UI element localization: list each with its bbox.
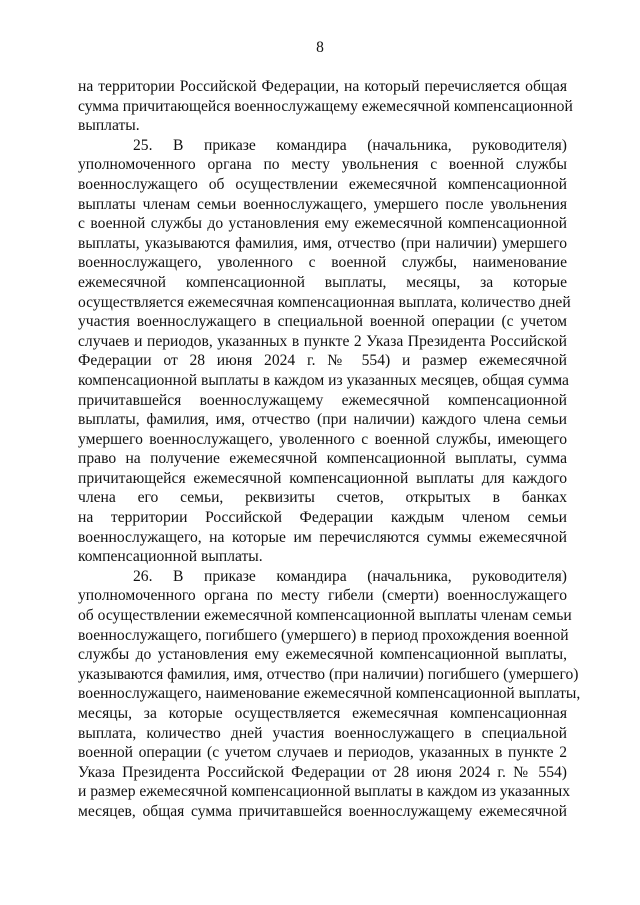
text-line: ежемесячной компенсационной выплаты, месяцы, за которые <box>78 273 567 291</box>
text-line: указываются фамилия, имя, отчество (при наличии) погибшего (умершего) <box>78 665 579 683</box>
text-line: на территории Российской Федерации каждым членом семьи <box>78 509 567 527</box>
document-body <box>78 77 581 822</box>
text-line: умершего военнослужащего, уволенного с военной службы, имеющего <box>78 430 567 448</box>
text-line: члена его семьи, реквизиты счетов, открытых в банках <box>78 489 567 507</box>
text-line: на территории Российской Федерации, на который перечисляется общая <box>78 78 567 95</box>
text-line: и размер ежемесячной компенсационной выплаты в каждом из указанных <box>78 783 570 801</box>
page-number: 8 <box>316 39 324 56</box>
text-line: компенсационной выплаты. <box>78 548 263 566</box>
text-line: Федерации от 28 июня 2024 г. № 554) и размер ежемесячной <box>78 352 567 370</box>
text-line: причитающейся ежемесячной компенсационной выплаты для каждого <box>78 469 567 487</box>
text-line: месяцев, общая сумма причитавшейся военнослужащему ежемесячной <box>78 802 567 820</box>
text-line: право на получение ежемесячной компенсационной выплаты, сумма <box>78 450 567 468</box>
paragraph-first-line: 26. В приказе командира (начальника, руководителя) <box>133 567 567 585</box>
text-line: выплаты. <box>78 117 140 135</box>
text-line: выплата, количество дней участия военнослужащего в специальной <box>78 724 567 742</box>
text-line: службы до установления ему ежемесячной компенсационной выплаты, <box>78 646 567 664</box>
text-line: сумма причитающейся военнослужащему ежемесячной компенсационной <box>78 97 573 115</box>
text-line: участия военнослужащего в специальной военной операции (с учетом <box>78 313 567 331</box>
text-line: выплаты членам семьи военнослужащего, умершего после увольнения <box>78 195 567 213</box>
text-line: с военной службы до установления ему ежемесячной компенсационной <box>78 215 567 233</box>
text-line: Указа Президента Российской Федерации от 28 июня 2024 г. № 554) <box>78 763 567 781</box>
text-line: военнослужащего, на которые им перечисляются суммы ежемесячной <box>78 528 567 546</box>
text-line: военнослужащего об осуществлении ежемесячной компенсационной <box>78 175 567 193</box>
text-line: причитавшейся военнослужащему ежемесячной компенсационной <box>78 391 567 409</box>
text-line: уполномоченного органа по месту увольнения с военной службы <box>78 156 567 174</box>
text-line: выплаты, указываются фамилия, имя, отчество (при наличии) умершего <box>78 234 567 252</box>
text-line: выплаты, фамилия, имя, отчество (при наличии) каждого члена семьи <box>78 411 567 429</box>
text-line: военнослужащего, наименование ежемесячной компенсационной выплаты, <box>78 685 581 703</box>
paragraph-first-line: 25. В приказе командира (начальника, руководителя) <box>133 136 567 154</box>
text-line: случаев и периодов, указанных в пункте 2 Указа Президента Российской <box>78 332 567 350</box>
text-line: военной операции (с учетом случаев и периодов, указанных в пункте 2 <box>78 744 567 762</box>
text-line: об осуществлении ежемесячной компенсационной выплаты членам семьи <box>78 607 572 625</box>
text-line: военнослужащего, погибшего (умершего) в период прохождения военной <box>78 626 569 644</box>
text-line: компенсационной выплаты в каждом из указанных месяцев, общая сумма <box>78 371 569 389</box>
text-line: уполномоченного органа по месту гибели (смерти) военнослужащего <box>78 587 567 605</box>
text-line: осуществляется ежемесячная компенсационная выплата, количество дней <box>78 293 571 311</box>
text-line: месяцы, за которые осуществляется ежемесячная компенсационная <box>78 705 567 722</box>
text-line: военнослужащего, уволенного с военной службы, наименование <box>78 254 567 272</box>
